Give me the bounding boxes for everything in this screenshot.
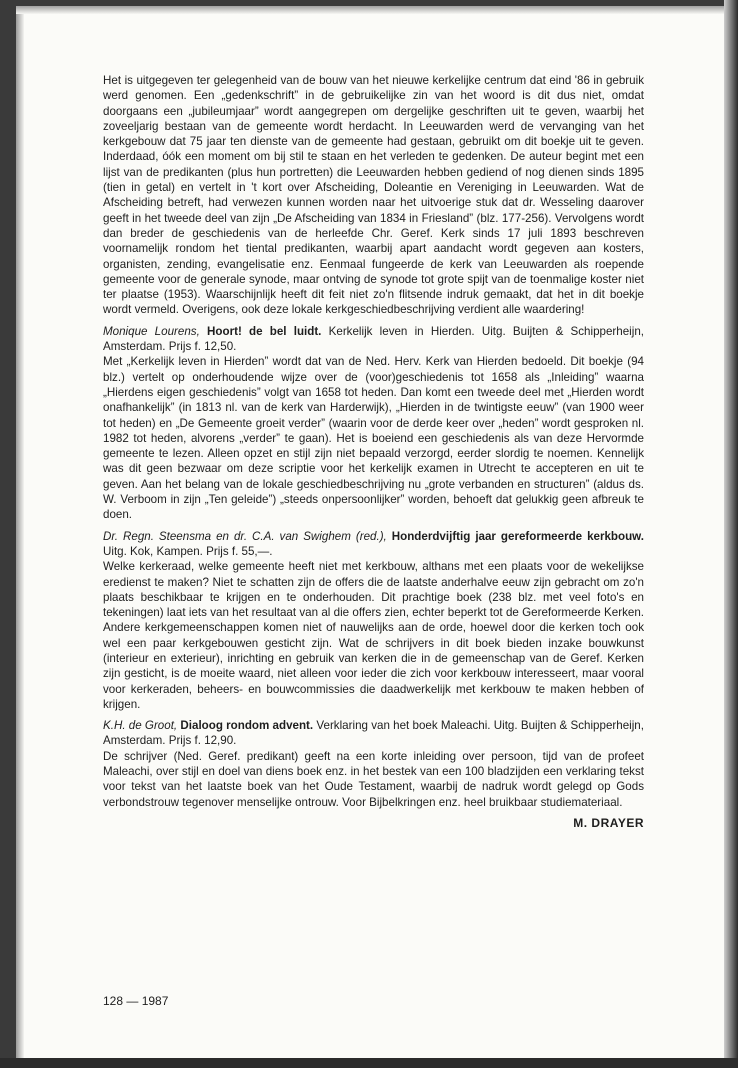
review-2 [103, 529, 644, 713]
review-3-author: K.H. de Groot, [103, 719, 178, 733]
page-gutter-shadow [16, 6, 24, 1058]
page-right-edge [724, 0, 738, 1068]
review-1 [103, 324, 644, 523]
review-2-title: Honderdvijftig jaar gereformeerde kerkbouw. [391, 529, 644, 543]
review-2-publisher: Uitg. Kok, Kampen. Prijs f. 55,—. [103, 544, 273, 558]
review-1-author: Monique Lourens, [103, 324, 200, 338]
review-3-publisher: Verklaring van het boek Maleachi. Uitg. Buijten & Schipperheijn, Amsterdam. Prijs f. 12,90. [103, 719, 644, 748]
review-3 [103, 718, 644, 810]
review-3-body: De schrijver (Ned. Geref. predikant) geeft na een korte inleiding over persoon, tijd van de profeet Maleachi, over stijl en doel van diens boek enz. in het bestek van een 100 bladzijden een verklaring tekst voor tekst van het laatste boek van het Oude Testament, waarbij de nadruk wordt gelegd op Gods verbondstrouw tegenover menselijke ontrouw. Voor Bijbelkringen enz. heel bruikbaar studiemateriaal. [103, 749, 644, 809]
review-2-author: Dr. Regn. Steensma en dr. C.A. van Swighem (red.), [103, 529, 387, 543]
review-1-title: Hoort! de bel luidt. [207, 324, 322, 338]
review-2-body: Welke kerkeraad, welke gemeente heeft niet met kerkbouw, althans met een plaats voor de wekelijkse eredienst te maken? Niet te schatten zijn de offers die de laatste anderhalve eeuw zijn gebracht om zo'n plaats beschikbaar te krijgen en te onderhouden. Dit prachtige boek (238 blz. met veel foto's en tekeningen) laat iets van het resultaat van al die offers zien, echter beperkt tot de Gereformeerde Kerken. Andere kerkgemeenschappen komen niet of nauwelijks aan de orde, hoewel door die kerken toch ook wel een paar kerkgebouwen gesticht zijn. Wat de schrijvers in dit boek bieden inzake bouwkunst (interieur en exterieur), inrichting en gebruik van kerken die in de gemeenschap van de Geref. Kerken zijn gesticht, is de moeite waard, niet alleen voor ieder die zich voor kerkbouw interesseert, maar vooral voor kerkeraden, beheers- en bouwcommissies die daadwerkelijk met kerkbouw te maken hebben of krijgen. [103, 560, 644, 711]
page-number: 128 — 1987 [103, 994, 169, 1008]
page-bottom-edge [0, 1058, 738, 1068]
intro-paragraph: Het is uitgegeven ter gelegenheid van de bouw van het nieuwe kerkelijke centrum dat eind '86 in gebruik werd genomen. Een „gedenkschrift” in de gebruikelijke zin van het woord is dit dus niet, omdat doorgaans een „jubileumjaar” wordt aangegrepen om dergelijke geschriften uit te geven, waarbij het zoveeljarig bestaan van de gemeente wordt herdacht. In Leeuwarden werd de vervanging van het kerkgebouw dat 75 jaar ten dienste van de gemeente had gestaan, gebruikt om dit boekje uit te geven. Inderdaad, óók een moment om bij stil te staan en het verleden te gedenken. De auteur begint met een lijst van de predikanten (plus hun portretten) die Leeuwarden hebben gediend of nog dienen sinds 1895 (tien in getal) en vertelt in 't kort over Afscheiding, Doleantie en Vereniging in Leeuwarden. Wat de Afscheiding betreft, had verwezen kunnen worden naar het uitvoerige stuk dat dr. Wesseling daarover geeft in het tweede deel van zijn „De Afscheiding van 1834 in Friesland” (blz. 177-256). Vervolgens wordt dan breder de geschiedenis van de herleefde Chr. Geref. Kerk sinds 17 juli 1893 beschreven voornamelijk rondom het tiental predikanten, waarbij apart aandacht wordt gegeven aan kosters, organisten, zending, evangelisatie enz. Eenmaal fungeerde de kerk van Leeuwarden als roepende gemeente voor de generale synode, maar ontving de synode tot grote spijt van de toenmalige koster niet ter plaatse (1953). Waarschijnlijk heeft dit feit niet zo'n flitsende indruk gemaakt, dat het in dit boekje wordt vermeld. Overigens, ook deze lokale kerkgeschiedbeschrijving verdient alle waardering! [103, 74, 644, 317]
article-body [103, 73, 644, 831]
review-1-publisher: Kerkelijk leven in Hierden. Uitg. Buijten & Schipperheijn, Amsterdam. Prijs f. 12,50. [103, 324, 644, 354]
review-1-body: Met „Kerkelijk leven in Hierden” wordt dat van de Ned. Herv. Kerk van Hierden bedoeld. Dit boekje (94 blz.) vertelt op onderhoudende wijze over de (voor)geschiedenis tot 1658 als „Inleiding” waarna „Hierdens eigen geschiedenis” volgt van 1658 tot heden. Dan komt een tweede deel met „Hierden wordt onafhankelijk” (in 1813 nl. van de kerk van Harderwijk), „Hierden in de twintigste eeuw” (van 1900 weer tot heden) en „De Gemeente groeit verder” (waarin voor de derde keer over „heden” wordt gesproken nl. 1982 tot heden, alvorens „verder” te gaan). Het is boeiend een geschiedenis als van deze Hervormde gemeente te lezen. Alleen opzet en stijl zijn niet bepaald verzorgd, eerder slordig te noemen. Kennelijk was dit geen bezwaar om deze scriptie voor het kerkelijk examen in Utrecht te accepteren en uit te geven. Aan het belang van de lokale geschiedbeschrijving nu „grote verbanden en structuren” (aldus ds. W. Verboom in zijn „Ten geleide”) „steeds onpersoonlijker” worden, behoeft dat gelukkig geen afbreuk te doen. [103, 355, 644, 522]
review-3-title: Dialoog rondom advent. [180, 719, 314, 733]
page-top-shadow [16, 6, 728, 14]
author-signature: M. DRAYER [573, 815, 644, 830]
